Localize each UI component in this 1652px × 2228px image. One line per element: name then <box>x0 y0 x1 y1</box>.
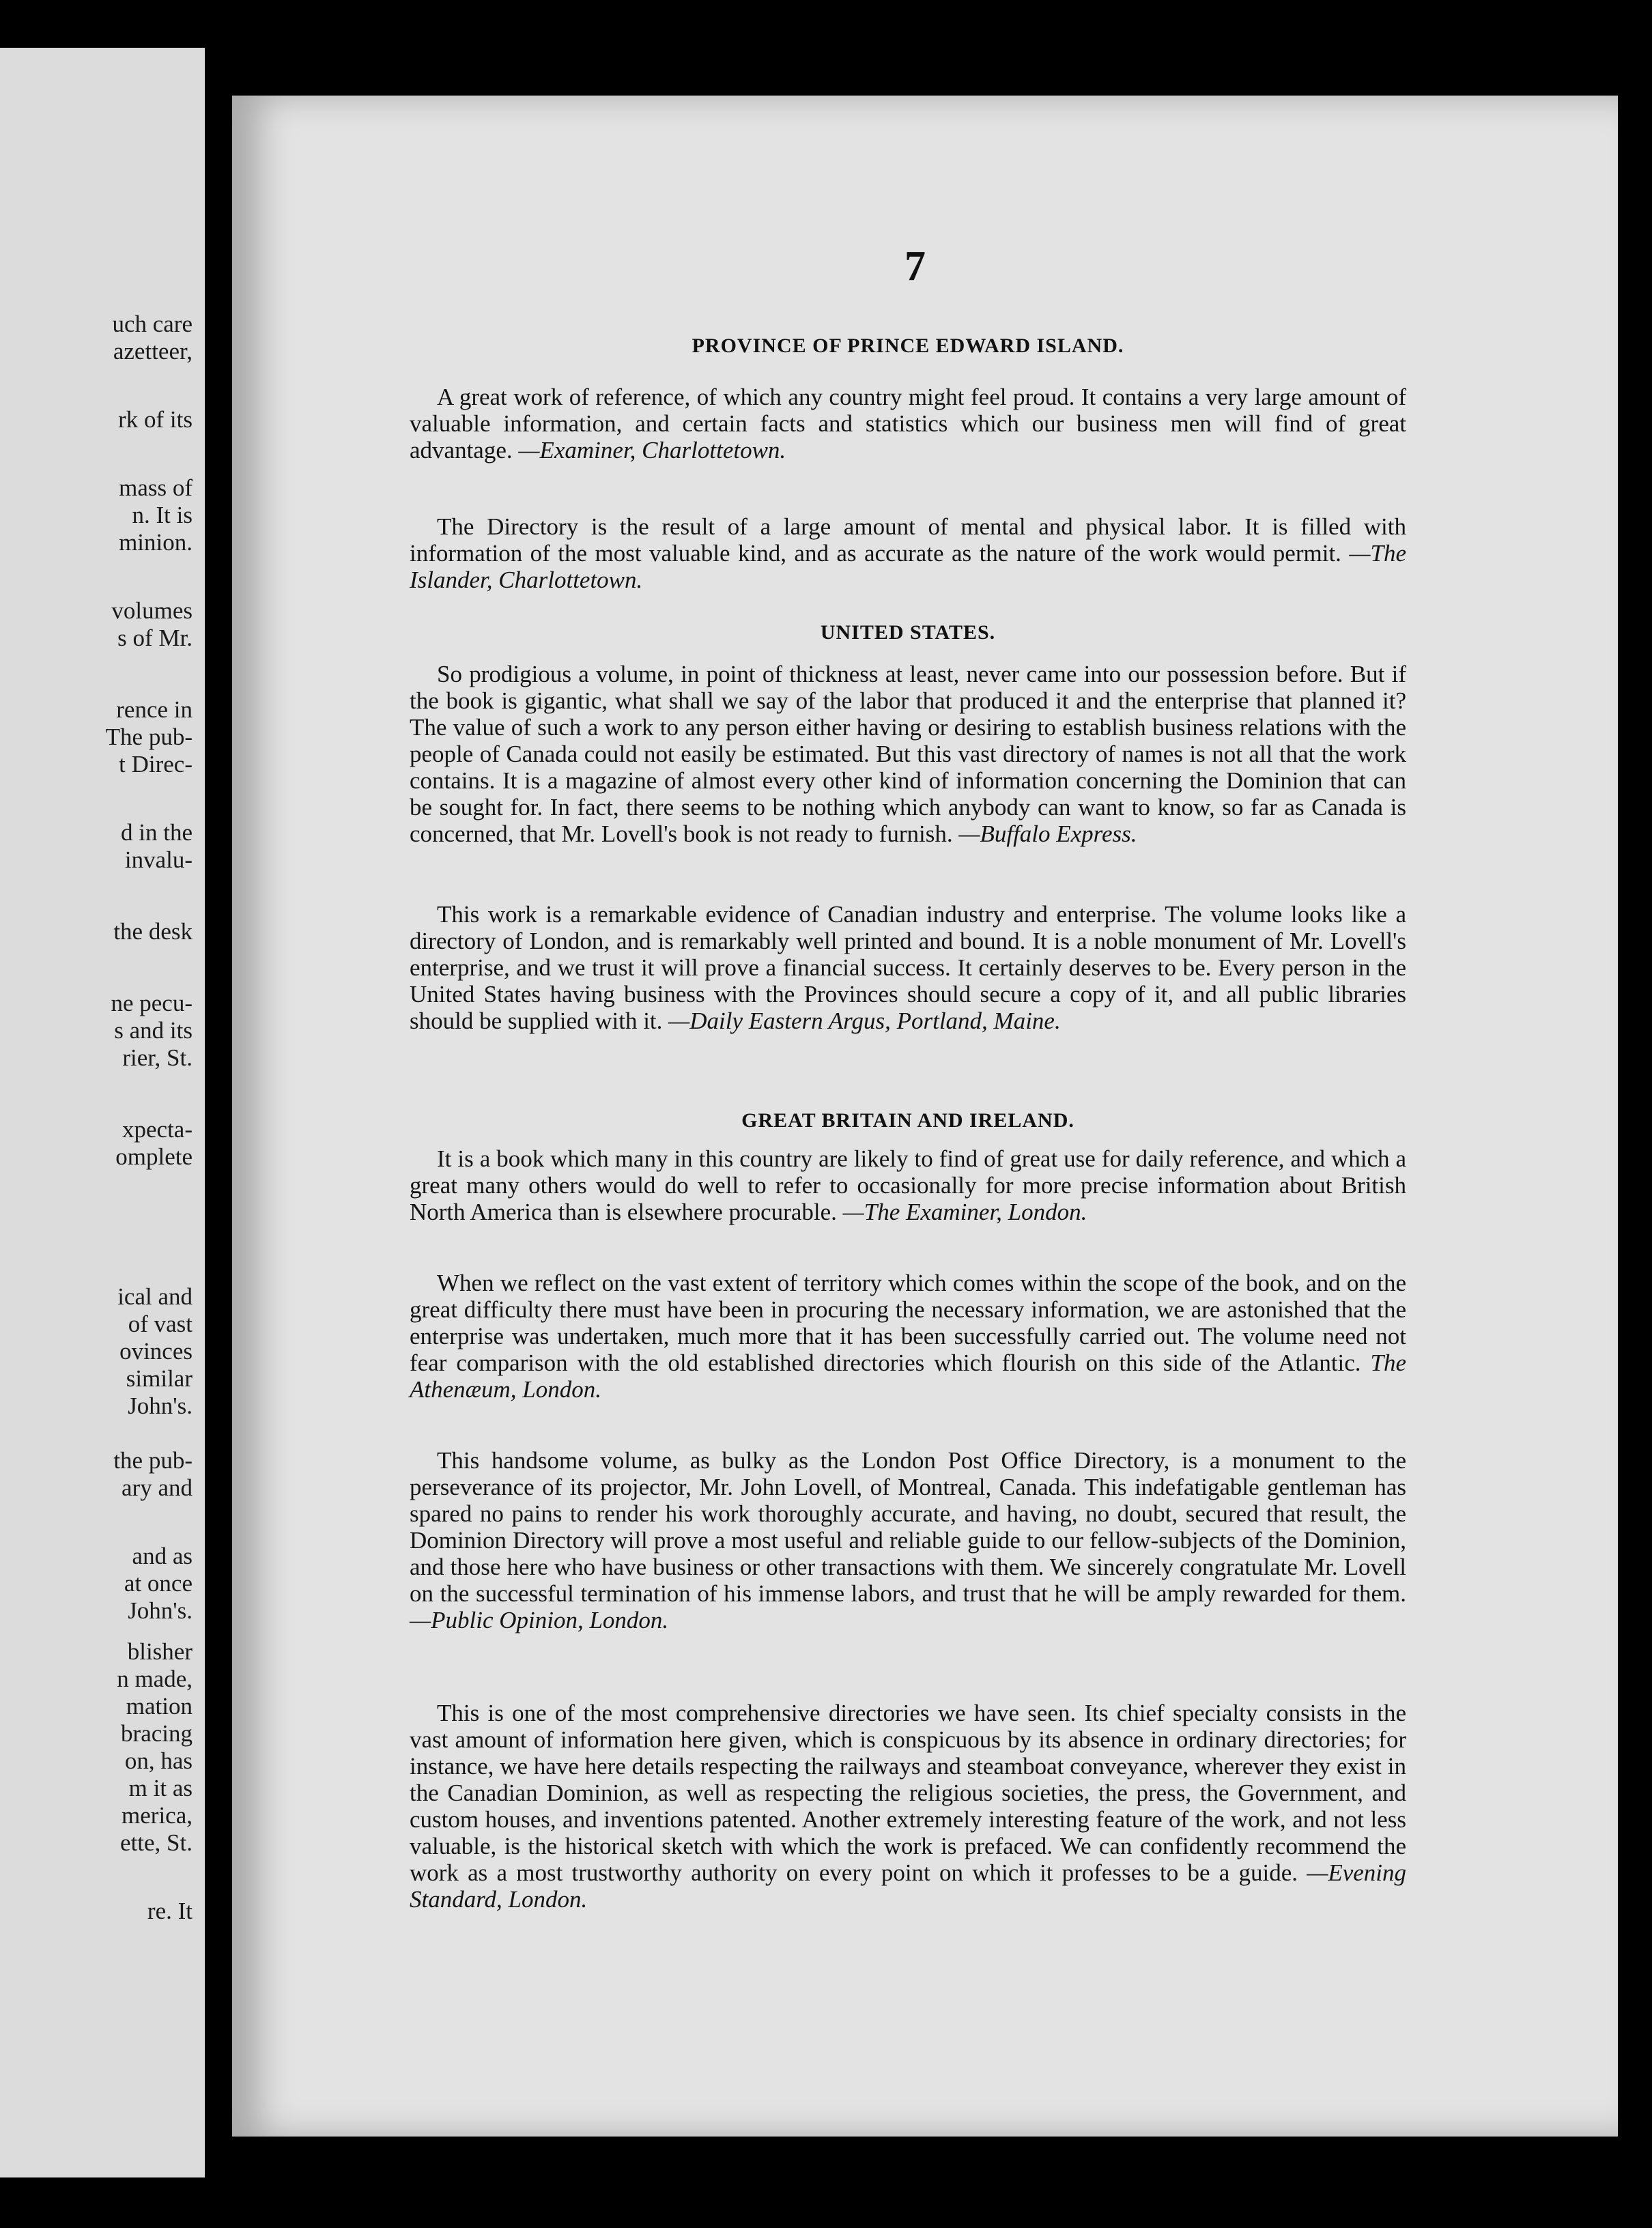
facing-page-line-fragment: volumes <box>111 597 193 624</box>
facing-page-line-fragment: John's. <box>128 1392 193 1419</box>
review-paragraph: It is a book which many in this country are likely to find of great use for daily reference, and which a great many others would do well to refer to occasionally for more precise information about British North America than is elsewhere procurable. —The Examiner, London. <box>410 1145 1406 1225</box>
facing-page-line-fragment: the desk <box>113 918 193 945</box>
facing-page-line-fragment: the pub- <box>113 1447 193 1474</box>
review-paragraph: This work is a remarkable evidence of Canadian industry and enterprise. The volume looks like a directory of London, and is remarkably well printed and bound. It is a noble monument of Mr. Lovell's enterprise, and we trust it will prove a financial success. It certainly deserves to be. Every person in the United States having business with the Provinces should secure a copy of it, and all public libraries should be supplied with it. —Daily Eastern Argus, Portland, Maine. <box>410 901 1406 1034</box>
book-spine <box>205 0 235 2228</box>
facing-page-line-fragment: and as <box>132 1543 193 1569</box>
facing-page-line-fragment: uch care <box>112 311 193 337</box>
facing-page-line-fragment: John's. <box>128 1597 193 1624</box>
facing-page-line-fragment: mass of <box>119 474 193 501</box>
facing-page-line-fragment: m it as <box>128 1775 193 1801</box>
facing-page-line-fragment: ne pecu- <box>111 990 193 1016</box>
facing-page-line-fragment: omplete <box>115 1143 193 1170</box>
section-heading-us: UNITED STATES. <box>820 621 996 644</box>
facing-page-line-fragment: mation <box>126 1693 193 1719</box>
facing-page-line-fragment: ical and <box>117 1283 193 1310</box>
facing-page-line-fragment: ary and <box>122 1474 193 1501</box>
facing-page-line-fragment: t Direc- <box>119 751 193 777</box>
page-number: 7 <box>905 243 926 289</box>
review-paragraph: A great work of reference, of which any country might feel proud. It contains a very large amount of valuable information, and certain facts and statistics which our business men will find of great advantage. —Examiner, Charlottetown. <box>410 384 1406 463</box>
facing-page-line-fragment: d in the <box>121 819 193 846</box>
facing-page-line-fragment: similar <box>126 1365 193 1392</box>
facing-page-line-fragment: ovinces <box>119 1338 193 1365</box>
section-heading-pei: PROVINCE OF PRINCE EDWARD ISLAND. <box>692 334 1124 357</box>
review-paragraph: This is one of the most comprehensive directories we have seen. Its chief specialty consists in the vast amount of information here given, which is conspicuous by its absence in ordinary directories; for instance, we have here details respecting the railways and steamboat conveyance, wherever they exist in the Canadian Dominion, as well as respecting the religious societies, the press, the Government, and custom houses, and inventions patented. Another extremely interesting feature of the work, and not less valuable, is the historical sketch with which the work is prefaced. We can confidently recommend the work as a most trustworthy authority on every point on which it professes to be a guide. —Evening Standard, London. <box>410 1700 1406 1913</box>
facing-page-line-fragment: merica, <box>122 1802 193 1829</box>
facing-page-line-fragment: rk of its <box>118 406 193 433</box>
review-paragraph: So prodigious a volume, in point of thickness at least, never came into our possession before. But if the book is gigantic, what shall we say of the labor that produced it and the enterprise that planned it? The value of such a work to any person either having or desiring to establish business relations with the people of Canada could not easily be estimated. But this vast directory of names is not all that the work contains. It is a magazine of almost every other kind of information concerning the Dominion that can be sought for. In fact, there seems to be nothing which anybody can want to know, so far as Canada is concerned, that Mr. Lovell's book is not ready to furnish. —Buffalo Express. <box>410 661 1406 847</box>
facing-page-line-fragment: of vast <box>128 1311 193 1337</box>
facing-page-line-fragment: on, has <box>124 1747 193 1774</box>
facing-page-line-fragment: The pub- <box>105 724 193 750</box>
facing-page-line-fragment: minion. <box>119 529 193 556</box>
facing-page-line-fragment: s of Mr. <box>117 625 193 651</box>
review-paragraph: This handsome volume, as bulky as the London Post Office Directory, is a monument to the perseverance of its projector, Mr. John Lovell, of Montreal, Canada. This indefatigable gentleman has spared no pains to render his work thoroughly accurate, and having, no doubt, secured that result, the Dominion Directory will prove a most useful and reliable guide to our fellow-subjects of the Dominion, and those here who have business or other transactions with them. We sincerely congratulate Mr. Lovell on the successful termination of his immense labors, and trust that he will be amply rewarded for them. —Public Opinion, London. <box>410 1447 1406 1633</box>
facing-page-line-fragment: bracing <box>121 1720 193 1747</box>
review-paragraph: When we reflect on the vast extent of territory which comes within the scope of the book, and on the great difficulty there must have been in procuring the necessary information, we are astonished that the enterprise was undertaken, much more that it has been successfully carried out. The volume need not fear comparison with the old established directories which flourish on this side of the Atlantic. The Athenæum, London. <box>410 1270 1406 1403</box>
facing-page-line-fragment: rence in <box>116 696 193 723</box>
facing-page-fragment <box>0 48 205 2177</box>
facing-page-line-fragment: xpecta- <box>122 1116 193 1143</box>
section-heading-gb: GREAT BRITAIN AND IRELAND. <box>741 1109 1074 1132</box>
review-paragraph: The Directory is the result of a large amount of mental and physical labor. It is filled with information of the most valuable kind, and as accurate as the nature of the work would permit. —The Islander, Charlottetown. <box>410 513 1406 593</box>
facing-page-line-fragment: n. It is <box>132 502 193 528</box>
facing-page-line-fragment: n made, <box>117 1666 193 1692</box>
facing-page-line-fragment: azetteer, <box>113 338 193 365</box>
facing-page-line-fragment: at once <box>124 1570 193 1597</box>
facing-page-line-fragment: blisher <box>127 1638 193 1665</box>
facing-page-line-fragment: re. It <box>147 1898 193 1924</box>
facing-page-line-fragment: s and its <box>114 1017 193 1044</box>
facing-page-line-fragment: invalu- <box>124 846 193 873</box>
facing-page-line-fragment: ette, St. <box>120 1829 193 1856</box>
facing-page-line-fragment: rier, St. <box>122 1044 193 1071</box>
